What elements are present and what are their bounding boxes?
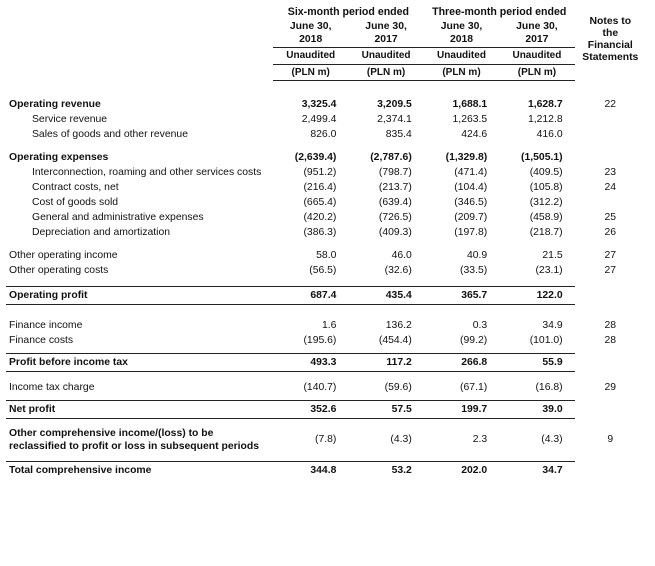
row-label: Sales of goods and other revenue [32,128,188,140]
audit-status-col1: Unaudited [273,47,348,64]
year-col1: 2018 [273,33,348,47]
row-contract-costs [6,180,646,195]
value-cell: (104.4) [454,181,488,193]
value-cell: 1,212.8 [527,113,563,125]
row-label: Service revenue [32,113,108,125]
row-sales-of-goods [6,127,646,142]
value-cell: (16.8) [535,381,563,393]
row-label: General and administrative expenses [32,211,204,223]
row-label: Operating expenses [9,151,109,163]
note-ref: 26 [604,226,617,238]
value-cell: 1,628.7 [527,98,563,110]
row-cost-of-goods-sold [6,195,646,210]
value-cell: (67.1) [460,381,488,393]
row-finance-costs [6,333,646,348]
row-net-profit [6,400,646,418]
value-cell: 117.2 [348,353,423,371]
audit-status-col2: Unaudited [348,47,423,64]
value-cell: 21.5 [542,249,563,261]
row-label: Total comprehensive income [6,461,273,479]
row-operating-expenses [6,150,646,165]
value-cell: (798.7) [378,166,412,178]
value-cell: 365.7 [424,286,499,304]
notes-column-header [575,6,646,64]
value-cell: (386.3) [303,226,337,238]
row-label: Other comprehensive income/(loss) to be reclassified to profit or loss in subsequent periods [9,427,259,452]
row-label: Contract costs, net [32,181,119,193]
value-cell: 55.9 [499,353,574,371]
note-ref: 24 [604,181,617,193]
year-col2: 2017 [348,33,423,47]
note-ref [575,195,646,210]
unit-col1: (PLN m) [273,64,348,80]
note-ref [575,400,646,418]
value-cell: 493.3 [273,353,348,371]
value-cell: 2.3 [472,434,488,445]
value-cell: (458.9) [529,211,563,223]
value-cell: 34.7 [499,461,574,479]
value-cell: 352.6 [273,400,348,418]
year-col3: 2018 [424,33,499,47]
note-ref: 23 [604,166,617,178]
header-row-periods [6,6,646,20]
note-ref: 27 [604,264,617,276]
value-cell: (471.4) [454,166,488,178]
value-cell: 40.9 [466,249,488,261]
audit-status-col4: Unaudited [499,47,574,64]
value-cell: (99.2) [460,334,488,346]
notes-header-line: Notes to [589,16,632,27]
value-cell: (2,787.6) [370,151,412,163]
value-cell: (197.8) [454,226,488,238]
row-label: Cost of goods sold [32,196,119,208]
row-label: Finance income [9,319,83,331]
row-label: Interconnection, roaming and other services costs [32,166,262,178]
value-cell: (56.5) [309,264,337,276]
value-cell: (346.5) [454,196,488,208]
six-month-period-header: Six-month period ended [287,6,410,19]
row-label: Profit before income tax [6,353,273,371]
value-cell: (951.2) [303,166,337,178]
value-cell: 2,374.1 [377,113,412,125]
audit-status-col3: Unaudited [424,47,499,64]
value-cell: 424.6 [461,128,488,140]
row-label: Net profit [6,400,273,418]
value-cell: (665.4) [303,196,337,208]
header-row-dates [6,20,646,34]
note-ref: 28 [604,334,617,346]
row-general-admin-expenses [6,210,646,225]
row-label: Other operating costs [9,264,109,276]
value-cell: 435.4 [348,286,423,304]
note-ref: 25 [604,211,617,223]
row-depreciation-amortization [6,225,646,240]
year-col4: 2017 [499,33,574,47]
value-cell: 835.4 [385,128,412,140]
header-row-unit [6,64,646,80]
value-cell: (140.7) [303,381,337,393]
value-cell: 344.8 [273,461,348,479]
value-cell: (639.4) [378,196,412,208]
value-cell: (218.7) [529,226,563,238]
notes-header-line: the [602,28,619,39]
row-label: Depreciation and amortization [32,226,171,238]
value-cell: 1,263.5 [452,113,488,125]
value-cell: 136.2 [385,319,412,331]
value-cell: (209.7) [454,211,488,223]
value-cell: 34.9 [542,319,563,331]
note-ref [575,112,646,127]
value-cell: (33.5) [460,264,488,276]
note-ref [575,353,646,371]
value-cell: 46.0 [391,249,412,261]
row-operating-revenue [6,97,646,112]
row-label: Finance costs [9,334,74,346]
row-other-comprehensive-income [6,427,646,453]
note-ref [575,286,646,304]
row-label: Operating profit [6,286,273,304]
note-ref: 22 [604,98,617,110]
unit-col4: (PLN m) [499,64,574,80]
value-cell: 3,325.4 [301,98,337,110]
value-cell: (409.3) [378,226,412,238]
value-cell: 2,499.4 [301,113,337,125]
date-line-col3: June 30, [440,20,483,32]
value-cell: 122.0 [499,286,574,304]
note-ref [575,150,646,165]
note-ref: 29 [604,381,617,393]
row-interconnection-costs [6,165,646,180]
value-cell: 687.4 [273,286,348,304]
value-cell: 39.0 [499,400,574,418]
value-cell: 199.7 [424,400,499,418]
value-cell: (4.3) [541,434,563,445]
row-other-operating-costs [6,263,646,278]
value-cell: (101.0) [529,334,563,346]
note-ref [575,127,646,142]
note-ref: 9 [607,434,614,445]
date-line-col2: June 30, [365,20,407,32]
row-label: Other operating income [9,249,118,261]
three-month-period-header: Three-month period ended [432,6,567,19]
value-cell: (420.2) [303,211,337,223]
row-total-comprehensive-income [6,461,646,479]
value-cell: (1,329.8) [445,151,488,163]
value-cell: 1.6 [321,319,337,331]
value-cell: (105.8) [529,181,563,193]
note-ref: 28 [604,319,617,331]
value-cell: (2,639.4) [294,151,337,163]
date-line-col1: June 30, [289,20,332,32]
value-cell: (1,505.1) [521,151,563,163]
value-cell: (213.7) [378,181,412,193]
value-cell: 826.0 [310,128,337,140]
header-row-audit [6,47,646,64]
value-cell: (409.5) [529,166,563,178]
row-operating-profit [6,286,646,304]
row-service-revenue [6,112,646,127]
value-cell: 1,688.1 [452,98,488,110]
value-cell: (32.6) [384,264,412,276]
value-cell: (195.6) [303,334,337,346]
value-cell: 53.2 [348,461,423,479]
row-income-tax-charge [6,380,646,395]
value-cell: 0.3 [472,319,488,331]
row-label: Operating revenue [9,98,101,110]
note-ref [575,461,646,479]
unit-col2: (PLN m) [348,64,423,80]
header-row-years [6,33,646,47]
value-cell: 3,209.5 [377,98,412,110]
row-profit-before-tax [6,353,646,371]
note-ref: 27 [604,249,617,261]
value-cell: 57.5 [348,400,423,418]
value-cell: (59.6) [384,381,412,393]
value-cell: (216.4) [303,181,337,193]
value-cell: (312.2) [529,196,563,208]
notes-header-line: Financial [587,40,633,51]
notes-header-line: Statements [582,52,639,63]
value-cell: 416.0 [536,128,563,140]
unit-col3: (PLN m) [424,64,499,80]
comprehensive-income-statement-table [6,6,646,479]
value-cell: 202.0 [424,461,499,479]
row-other-operating-income [6,248,646,263]
row-label: Income tax charge [9,381,95,393]
value-cell: (454.4) [378,334,412,346]
value-cell: (23.1) [535,264,563,276]
value-cell: 58.0 [316,249,337,261]
date-line-col4: June 30, [516,20,558,32]
value-cell: (4.3) [390,434,412,445]
value-cell: (7.8) [315,434,337,445]
value-cell: (726.5) [378,211,412,223]
row-finance-income [6,318,646,333]
value-cell: 266.8 [424,353,499,371]
